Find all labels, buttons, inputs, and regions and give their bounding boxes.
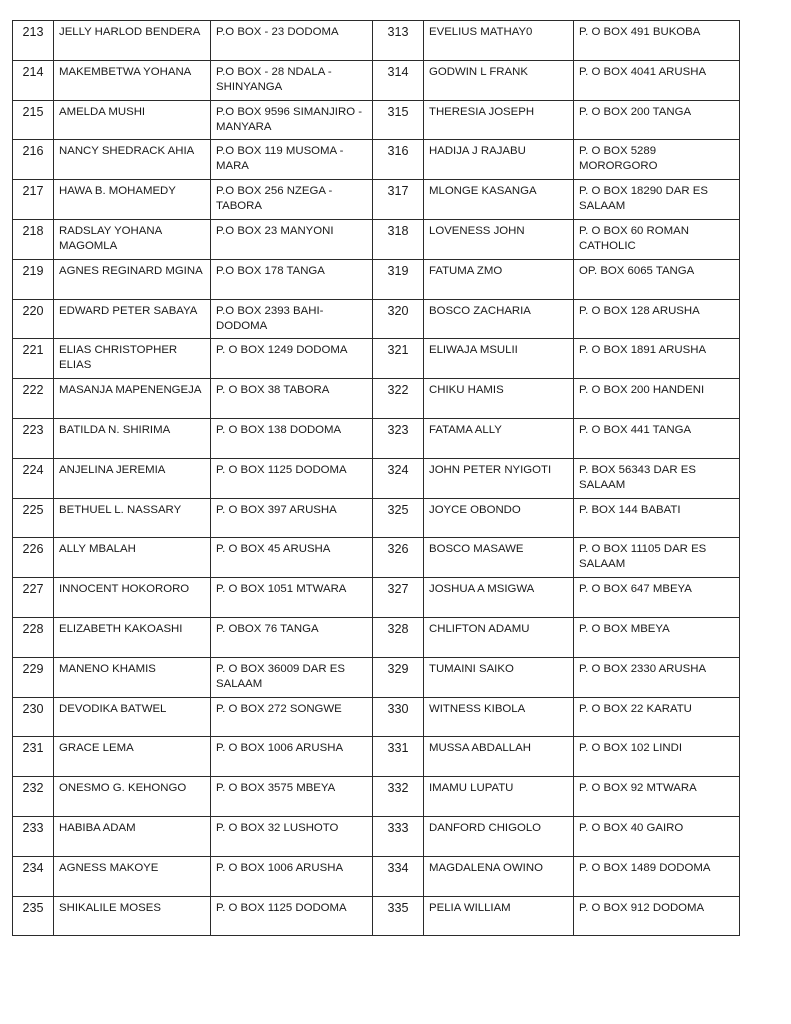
right-entry-number: 324 [373, 458, 424, 498]
right-entry-name: CHLIFTON ADAMU [424, 617, 574, 657]
left-entry-name: JELLY HARLOD BENDERA [54, 21, 211, 61]
left-entry-address: P. O BOX 45 ARUSHA [211, 538, 373, 578]
right-entry-name: WITNESS KIBOLA [424, 697, 574, 737]
left-entry-name: ONESMO G. KEHONGO [54, 777, 211, 817]
left-entry-number: 230 [13, 697, 54, 737]
right-entry-address: P. O BOX MBEYA [574, 617, 740, 657]
right-entry-name: DANFORD CHIGOLO [424, 816, 574, 856]
left-entry-name: EDWARD PETER SABAYA [54, 299, 211, 339]
right-entry-address: P. O BOX 128 ARUSHA [574, 299, 740, 339]
left-entry-number: 217 [13, 180, 54, 220]
right-entry-number: 326 [373, 538, 424, 578]
left-entry-name: HABIBA ADAM [54, 816, 211, 856]
left-entry-number: 218 [13, 219, 54, 259]
right-entry-address: P. O BOX 18290 DAR ES SALAAM [574, 180, 740, 220]
table-row [13, 299, 740, 339]
right-entry-number: 320 [373, 299, 424, 339]
right-entry-address: P. O BOX 912 DODOMA [574, 896, 740, 936]
table-row [13, 140, 740, 180]
right-entry-number: 314 [373, 60, 424, 100]
right-entry-number: 316 [373, 140, 424, 180]
right-entry-address: P. O BOX 4041 ARUSHA [574, 60, 740, 100]
right-entry-address: P. O BOX 92 MTWARA [574, 777, 740, 817]
left-entry-number: 234 [13, 856, 54, 896]
right-entry-number: 321 [373, 339, 424, 379]
right-entry-address: P. O BOX 2330 ARUSHA [574, 657, 740, 697]
table-row [13, 418, 740, 458]
left-entry-number: 223 [13, 418, 54, 458]
left-entry-address: P. O BOX 38 TABORA [211, 379, 373, 419]
table-row [13, 379, 740, 419]
left-entry-name: GRACE LEMA [54, 737, 211, 777]
left-entry-address: P. O BOX 272 SONGWE [211, 697, 373, 737]
table-row [13, 816, 740, 856]
left-entry-number: 235 [13, 896, 54, 936]
table-row [13, 896, 740, 936]
table-row [13, 856, 740, 896]
right-entry-name: CHIKU HAMIS [424, 379, 574, 419]
left-entry-name: ELIZABETH KAKOASHI [54, 617, 211, 657]
left-entry-address: P.O BOX 119 MUSOMA - MARA [211, 140, 373, 180]
table-row [13, 180, 740, 220]
left-entry-name: AGNESS MAKOYE [54, 856, 211, 896]
left-entry-name: MANENO KHAMIS [54, 657, 211, 697]
right-entry-name: FATAMA ALLY [424, 418, 574, 458]
right-entry-address: P. O BOX 491 BUKOBA [574, 21, 740, 61]
left-entry-number: 225 [13, 498, 54, 538]
right-entry-name: LOVENESS JOHN [424, 219, 574, 259]
left-entry-number: 213 [13, 21, 54, 61]
left-entry-number: 226 [13, 538, 54, 578]
right-entry-number: 335 [373, 896, 424, 936]
right-entry-number: 333 [373, 816, 424, 856]
right-entry-address: P. O BOX 1489 DODOMA [574, 856, 740, 896]
right-entry-name: BOSCO ZACHARIA [424, 299, 574, 339]
left-entry-address: P.O BOX - 23 DODOMA [211, 21, 373, 61]
right-entry-number: 317 [373, 180, 424, 220]
left-entry-address: P. O BOX 1125 DODOMA [211, 458, 373, 498]
right-entry-number: 330 [373, 697, 424, 737]
left-entry-address: P. O BOX 36009 DAR ES SALAAM [211, 657, 373, 697]
left-entry-name: BETHUEL L. NASSARY [54, 498, 211, 538]
right-entry-name: JOSHUA A MSIGWA [424, 578, 574, 618]
left-entry-name: SHIKALILE MOSES [54, 896, 211, 936]
right-entry-number: 315 [373, 100, 424, 140]
left-entry-name: MASANJA MAPENENGEJA [54, 379, 211, 419]
left-entry-number: 227 [13, 578, 54, 618]
right-entry-number: 332 [373, 777, 424, 817]
left-entry-number: 216 [13, 140, 54, 180]
right-entry-number: 331 [373, 737, 424, 777]
left-entry-name: HAWA B. MOHAMEDY [54, 180, 211, 220]
left-entry-address: P.O BOX 23 MANYONI [211, 219, 373, 259]
table-row [13, 60, 740, 100]
left-entry-address: P. O BOX 1006 ARUSHA [211, 737, 373, 777]
right-entry-number: 318 [373, 219, 424, 259]
right-entry-address: P. O BOX 200 HANDENI [574, 379, 740, 419]
left-entry-number: 228 [13, 617, 54, 657]
left-entry-address: P. O BOX 1051 MTWARA [211, 578, 373, 618]
right-entry-address: P. O BOX 11105 DAR ES SALAAM [574, 538, 740, 578]
left-entry-number: 215 [13, 100, 54, 140]
roster-table [12, 20, 740, 936]
right-entry-number: 319 [373, 259, 424, 299]
left-entry-address: P. OBOX 76 TANGA [211, 617, 373, 657]
left-entry-number: 221 [13, 339, 54, 379]
table-row [13, 219, 740, 259]
left-entry-address: P. O BOX 397 ARUSHA [211, 498, 373, 538]
left-entry-name: ALLY MBALAH [54, 538, 211, 578]
left-entry-address: P.O BOX 9596 SIMANJIRO - MANYARA [211, 100, 373, 140]
table-row [13, 657, 740, 697]
right-entry-address: P. O BOX 5289 MORORGORO [574, 140, 740, 180]
table-row [13, 259, 740, 299]
right-entry-name: BOSCO MASAWE [424, 538, 574, 578]
left-entry-address: P. O BOX 1125 DODOMA [211, 896, 373, 936]
left-entry-name: RADSLAY YOHANA MAGOMLA [54, 219, 211, 259]
left-entry-name: NANCY SHEDRACK AHIA [54, 140, 211, 180]
left-entry-number: 220 [13, 299, 54, 339]
table-row [13, 777, 740, 817]
left-entry-name: DEVODIKA BATWEL [54, 697, 211, 737]
left-entry-address: P. O BOX 32 LUSHOTO [211, 816, 373, 856]
right-entry-address: P. O BOX 441 TANGA [574, 418, 740, 458]
left-entry-address: P. O BOX 1006 ARUSHA [211, 856, 373, 896]
left-entry-address: P.O BOX 256 NZEGA - TABORA [211, 180, 373, 220]
right-entry-name: TUMAINI SAIKO [424, 657, 574, 697]
right-entry-address: P. O BOX 647 MBEYA [574, 578, 740, 618]
right-entry-name: JOYCE OBONDO [424, 498, 574, 538]
right-entry-name: ELIWAJA MSULII [424, 339, 574, 379]
right-entry-name: MUSSA ABDALLAH [424, 737, 574, 777]
right-entry-number: 322 [373, 379, 424, 419]
left-entry-number: 224 [13, 458, 54, 498]
right-entry-name: PELIA WILLIAM [424, 896, 574, 936]
table-row [13, 458, 740, 498]
table-row [13, 578, 740, 618]
left-entry-name: INNOCENT HOKORORO [54, 578, 211, 618]
right-entry-address: P. O BOX 200 TANGA [574, 100, 740, 140]
right-entry-name: JOHN PETER NYIGOTI [424, 458, 574, 498]
table-row [13, 21, 740, 61]
left-entry-number: 214 [13, 60, 54, 100]
right-entry-number: 329 [373, 657, 424, 697]
right-entry-address: P. O BOX 60 ROMAN CATHOLIC [574, 219, 740, 259]
left-entry-name: AMELDA MUSHI [54, 100, 211, 140]
table-row [13, 100, 740, 140]
table-row [13, 538, 740, 578]
left-entry-address: P.O BOX 178 TANGA [211, 259, 373, 299]
roster-body [13, 21, 740, 936]
left-entry-address: P.O BOX - 28 NDALA - SHINYANGA [211, 60, 373, 100]
right-entry-name: HADIJA J RAJABU [424, 140, 574, 180]
right-entry-address: P. O BOX 1891 ARUSHA [574, 339, 740, 379]
left-entry-name: ANJELINA JEREMIA [54, 458, 211, 498]
right-entry-address: OP. BOX 6065 TANGA [574, 259, 740, 299]
left-entry-name: MAKEMBETWA YOHANA [54, 60, 211, 100]
left-entry-number: 229 [13, 657, 54, 697]
left-entry-number: 222 [13, 379, 54, 419]
left-entry-number: 231 [13, 737, 54, 777]
right-entry-address: P. O BOX 22 KARATU [574, 697, 740, 737]
right-entry-address: P. O BOX 40 GAIRO [574, 816, 740, 856]
left-entry-name: ELIAS CHRISTOPHER ELIAS [54, 339, 211, 379]
right-entry-name: MAGDALENA OWINO [424, 856, 574, 896]
right-entry-address: P. BOX 56343 DAR ES SALAAM [574, 458, 740, 498]
left-entry-address: P. O BOX 138 DODOMA [211, 418, 373, 458]
right-entry-number: 334 [373, 856, 424, 896]
right-entry-name: FATUMA ZMO [424, 259, 574, 299]
right-entry-number: 325 [373, 498, 424, 538]
right-entry-number: 327 [373, 578, 424, 618]
table-row [13, 737, 740, 777]
left-entry-name: AGNES REGINARD MGINA [54, 259, 211, 299]
right-entry-address: P. BOX 144 BABATI [574, 498, 740, 538]
table-row [13, 697, 740, 737]
left-entry-number: 233 [13, 816, 54, 856]
table-row [13, 498, 740, 538]
left-entry-name: BATILDA N. SHIRIMA [54, 418, 211, 458]
left-entry-address: P.O BOX 2393 BAHI-DODOMA [211, 299, 373, 339]
table-row [13, 617, 740, 657]
right-entry-name: THERESIA JOSEPH [424, 100, 574, 140]
left-entry-address: P. O BOX 3575 MBEYA [211, 777, 373, 817]
right-entry-number: 313 [373, 21, 424, 61]
right-entry-number: 328 [373, 617, 424, 657]
table-row [13, 339, 740, 379]
right-entry-address: P. O BOX 102 LINDI [574, 737, 740, 777]
right-entry-name: EVELIUS MATHAY0 [424, 21, 574, 61]
right-entry-name: GODWIN L FRANK [424, 60, 574, 100]
right-entry-name: IMAMU LUPATU [424, 777, 574, 817]
right-entry-number: 323 [373, 418, 424, 458]
left-entry-address: P. O BOX 1249 DODOMA [211, 339, 373, 379]
left-entry-number: 232 [13, 777, 54, 817]
right-entry-name: MLONGE KASANGA [424, 180, 574, 220]
left-entry-number: 219 [13, 259, 54, 299]
